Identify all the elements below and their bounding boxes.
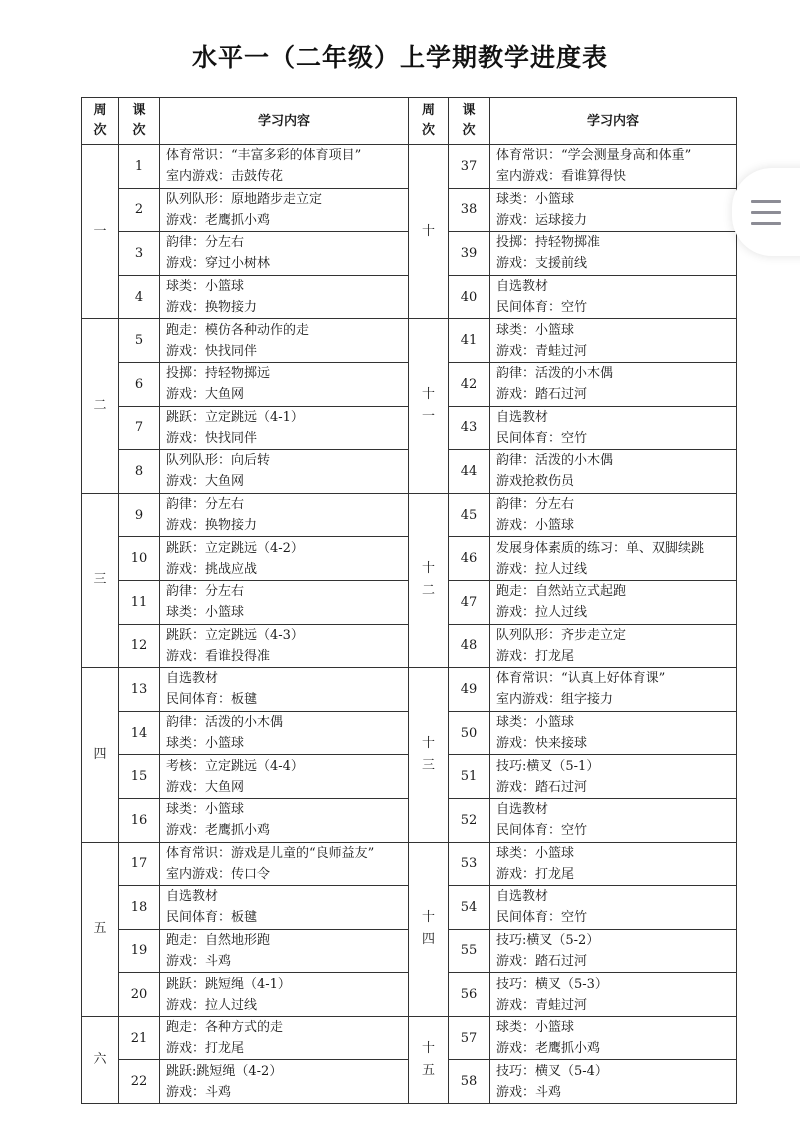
lesson-number-right: 38	[449, 188, 490, 232]
lesson-content-line: 跳跃：立定跳远（4-3）	[166, 627, 304, 643]
lesson-content-line: 韵律：分左右	[496, 497, 575, 513]
lesson-content-line: 游戏：老鹰抓小鸡	[166, 212, 271, 228]
lesson-content-line: 游戏：大鱼网	[166, 474, 245, 490]
week-cell-right	[409, 319, 449, 493]
week-cell-left	[82, 842, 119, 1016]
lesson-number-left: 22	[119, 1060, 160, 1104]
week-label: 十三	[421, 735, 435, 773]
lesson-content-line: 球类：小篮球	[496, 1020, 575, 1036]
lesson-number-left: 5	[119, 319, 160, 363]
lesson-number-right: 37	[449, 145, 490, 189]
header-row	[82, 98, 737, 145]
hamburger-menu-icon	[751, 196, 789, 229]
week-cell-right	[409, 493, 449, 667]
lesson-content-line: 游戏：斗鸡	[166, 953, 232, 969]
lesson-content-line: 跳跃：立定跳远（4-2）	[166, 540, 304, 556]
lesson-content-right	[490, 1016, 737, 1060]
lesson-number-left: 6	[119, 362, 160, 406]
week-cell-right	[409, 668, 449, 842]
lesson-number-left: 1	[119, 145, 160, 189]
week-label: 十二	[421, 561, 435, 599]
lesson-number-left: 8	[119, 450, 160, 494]
lesson-content-line: 体育常识：“认真上好体育课”	[496, 671, 666, 687]
lesson-content-line: 跑走：自然地形跑	[166, 932, 271, 948]
lesson-content-line: 考核：立定跳远（4-4）	[166, 758, 304, 774]
lesson-number-right: 41	[449, 319, 490, 363]
lesson-content-right	[490, 537, 737, 581]
lesson-content-line: 球类：小篮球	[496, 845, 575, 861]
lesson-content-line: 技巧:横叉（5-2）	[496, 932, 600, 948]
header-week-left: 周次	[82, 98, 119, 145]
lesson-content-line: 民间体育：板毽	[166, 910, 258, 926]
lesson-content-line: 民间体育：板毽	[166, 692, 258, 708]
lesson-number-right: 39	[449, 232, 490, 276]
lesson-number-right: 58	[449, 1060, 490, 1104]
lesson-content-right	[490, 842, 737, 886]
lesson-content-right	[490, 319, 737, 363]
lesson-content-line: 球类：小篮球	[496, 191, 575, 207]
lesson-content-line: 民间体育：空竹	[496, 300, 588, 316]
lesson-content-line: 自选教材	[496, 409, 549, 425]
lesson-content-right	[490, 580, 737, 624]
lesson-content-right	[490, 406, 737, 450]
lesson-content-left	[160, 362, 409, 406]
table-row	[82, 842, 737, 886]
lesson-content-line: 自选教材	[496, 279, 549, 295]
lesson-content-line: 球类：小篮球	[166, 605, 245, 621]
lesson-content-line: 游戏：老鹰抓小鸡	[496, 1041, 601, 1057]
lesson-content-line: 游戏：踏石过河	[496, 779, 588, 795]
lesson-number-left: 3	[119, 232, 160, 276]
week-cell-right	[409, 842, 449, 1016]
table-row	[82, 493, 737, 537]
lesson-number-left: 12	[119, 624, 160, 668]
lesson-content-line: 技巧：横叉（5-4）	[496, 1063, 608, 1079]
lesson-content-line: 游戏：大鱼网	[166, 387, 245, 403]
lesson-content-line: 游戏：挑战应战	[166, 561, 258, 577]
lesson-number-right: 43	[449, 406, 490, 450]
header-content-left: 学习内容	[160, 98, 409, 145]
schedule-table	[81, 97, 737, 1104]
lesson-content-line: 跳跃：立定跳远（4-1）	[166, 409, 304, 425]
lesson-content-line: 队列队形：齐步走立定	[496, 627, 627, 643]
lesson-content-line: 球类：小篮球	[496, 322, 575, 338]
lesson-content-right	[490, 624, 737, 668]
lesson-number-left: 17	[119, 842, 160, 886]
lesson-content-right	[490, 668, 737, 712]
lesson-content-left	[160, 842, 409, 886]
lesson-content-line: 跑走：模仿各种动作的走	[166, 322, 310, 338]
lesson-number-left: 21	[119, 1016, 160, 1060]
lesson-content-line: 韵律：分左右	[166, 235, 245, 251]
lesson-content-line: 民间体育：空竹	[496, 430, 588, 446]
lesson-content-line: 游戏：快来接球	[496, 736, 588, 752]
lesson-content-line: 室内游戏：看谁算得快	[496, 169, 627, 185]
lesson-content-line: 游戏：踏石过河	[496, 953, 588, 969]
lesson-content-left	[160, 406, 409, 450]
lesson-content-left	[160, 188, 409, 232]
lesson-content-line: 队列队形：原地踏步走立定	[166, 191, 323, 207]
lesson-number-right: 55	[449, 929, 490, 973]
lesson-number-right: 49	[449, 668, 490, 712]
lesson-content-line: 韵律：活泼的小木偶	[496, 366, 614, 382]
lesson-number-left: 18	[119, 886, 160, 930]
lesson-content-right	[490, 929, 737, 973]
week-label: 十四	[421, 910, 435, 948]
table-row	[82, 319, 737, 363]
week-label: 十五	[421, 1040, 435, 1078]
lesson-content-line: 游戏：支援前线	[496, 256, 588, 272]
lesson-content-line: 球类：小篮球	[166, 279, 245, 295]
lesson-content-line: 跑走：各种方式的走	[166, 1020, 284, 1036]
week-cell-left	[82, 319, 119, 493]
lesson-content-line: 室内游戏：组字接力	[496, 692, 614, 708]
lesson-content-line: 韵律：活泼的小木偶	[166, 715, 284, 731]
lesson-content-left	[160, 450, 409, 494]
lesson-content-line: 民间体育：空竹	[496, 823, 588, 839]
lesson-content-right	[490, 450, 737, 494]
lesson-content-line: 技巧：横叉（5-3）	[496, 976, 608, 992]
lesson-content-line: 游戏：快找同伴	[166, 343, 258, 359]
table-row	[82, 145, 737, 189]
lesson-content-left	[160, 886, 409, 930]
lesson-content-left	[160, 580, 409, 624]
lesson-number-left: 14	[119, 711, 160, 755]
lesson-content-left	[160, 1060, 409, 1104]
lesson-content-right	[490, 973, 737, 1017]
page-title: 水平一（二年级）上学期教学进度表	[191, 43, 608, 72]
lesson-content-right	[490, 275, 737, 319]
lesson-content-line: 技巧:横叉（5-1）	[496, 758, 600, 774]
lesson-number-right: 53	[449, 842, 490, 886]
lesson-content-line: 游戏：斗鸡	[166, 1084, 232, 1100]
lesson-number-left: 9	[119, 493, 160, 537]
lesson-content-line: 游戏：拉人过线	[166, 997, 258, 1013]
lesson-content-line: 游戏：快找同伴	[166, 430, 258, 446]
lesson-content-line: 游戏：老鹰抓小鸡	[166, 823, 271, 839]
lesson-number-left: 10	[119, 537, 160, 581]
week-cell-left	[82, 1016, 119, 1103]
lesson-content-left	[160, 275, 409, 319]
lesson-content-line: 发展身体素质的练习：单、双脚续跳	[496, 540, 705, 556]
lesson-number-right: 45	[449, 493, 490, 537]
table-row	[82, 668, 737, 712]
lesson-content-line: 自选教材	[496, 802, 549, 818]
lesson-content-line: 投掷：持轻物掷远	[166, 366, 271, 382]
side-menu-button[interactable]	[732, 168, 800, 256]
lesson-content-line: 韵律：分左右	[166, 497, 245, 513]
lesson-content-line: 游戏：小篮球	[496, 518, 575, 534]
lesson-content-line: 民间体育：空竹	[496, 910, 588, 926]
lesson-content-line: 游戏：打龙尾	[496, 866, 575, 882]
lesson-content-right	[490, 493, 737, 537]
week-label: 十	[421, 223, 435, 239]
lesson-content-line: 自选教材	[166, 889, 219, 905]
lesson-number-left: 16	[119, 798, 160, 842]
lesson-content-right	[490, 188, 737, 232]
lesson-number-left: 2	[119, 188, 160, 232]
week-cell-left	[82, 145, 119, 319]
header-lesson-left: 课次	[119, 98, 160, 145]
week-label: 二	[93, 398, 107, 414]
lesson-content-line: 跑走：自然站立式起跑	[496, 584, 627, 600]
lesson-content-right	[490, 1060, 737, 1104]
lesson-content-line: 游戏：运球接力	[496, 212, 588, 228]
week-cell-left	[82, 493, 119, 667]
lesson-content-line: 游戏：踏石过河	[496, 387, 588, 403]
lesson-content-line: 体育常识：“学会测量身高和体重”	[496, 148, 692, 164]
lesson-number-right: 42	[449, 362, 490, 406]
lesson-number-left: 20	[119, 973, 160, 1017]
lesson-content-line: 体育常识：游戏是儿童的“良师益友”	[166, 845, 375, 861]
lesson-number-left: 15	[119, 755, 160, 799]
lesson-number-right: 46	[449, 537, 490, 581]
week-cell-right	[409, 1016, 449, 1103]
lesson-number-right: 57	[449, 1016, 490, 1060]
lesson-content-left	[160, 624, 409, 668]
header-lesson-right: 课次	[449, 98, 490, 145]
lesson-content-left	[160, 537, 409, 581]
lesson-content-line: 游戏：斗鸡	[496, 1084, 562, 1100]
lesson-content-line: 室内游戏：击鼓传花	[166, 169, 284, 185]
lesson-content-right	[490, 362, 737, 406]
lesson-content-left	[160, 319, 409, 363]
lesson-content-line: 室内游戏：传口令	[166, 866, 271, 882]
lesson-number-right: 51	[449, 755, 490, 799]
lesson-content-line: 韵律：分左右	[166, 584, 245, 600]
lesson-content-line: 球类：小篮球	[496, 715, 575, 731]
lesson-content-line: 自选教材	[496, 889, 549, 905]
lesson-content-line: 自选教材	[166, 671, 219, 687]
lesson-content-left	[160, 493, 409, 537]
lesson-content-left	[160, 929, 409, 973]
lesson-content-line: 投掷：持轻物掷准	[496, 235, 601, 251]
lesson-number-left: 4	[119, 275, 160, 319]
lesson-number-right: 47	[449, 580, 490, 624]
lesson-content-line: 游戏：青蛙过河	[496, 343, 588, 359]
header-content-right: 学习内容	[490, 98, 737, 145]
lesson-content-line: 跳跃:跳短绳（4-2）	[166, 1063, 283, 1079]
lesson-content-right	[490, 232, 737, 276]
lesson-content-left	[160, 1016, 409, 1060]
week-cell-left	[82, 668, 119, 842]
week-label: 六	[93, 1051, 107, 1067]
table-row	[82, 1016, 737, 1060]
lesson-content-line: 队列队形：向后转	[166, 453, 271, 469]
lesson-content-line: 体育常识：“丰富多彩的体育项目”	[166, 148, 362, 164]
lesson-content-right	[490, 886, 737, 930]
lesson-content-line: 游戏：青蛙过河	[496, 997, 588, 1013]
lesson-number-right: 50	[449, 711, 490, 755]
lesson-content-left	[160, 755, 409, 799]
lesson-number-right: 40	[449, 275, 490, 319]
lesson-content-right	[490, 798, 737, 842]
lesson-number-right: 48	[449, 624, 490, 668]
lesson-content-right	[490, 145, 737, 189]
lesson-number-left: 7	[119, 406, 160, 450]
header-week-right: 周次	[409, 98, 449, 145]
lesson-number-right: 52	[449, 798, 490, 842]
lesson-content-line: 游戏：换物接力	[166, 518, 258, 534]
lesson-number-right: 56	[449, 973, 490, 1017]
week-label: 四	[93, 746, 107, 762]
lesson-content-line: 游戏：穿过小树林	[166, 256, 271, 272]
week-cell-right	[409, 145, 449, 319]
lesson-number-left: 19	[119, 929, 160, 973]
lesson-content-left	[160, 798, 409, 842]
lesson-content-line: 游戏：拉人过线	[496, 561, 588, 577]
lesson-content-left	[160, 711, 409, 755]
week-label: 三	[93, 572, 107, 588]
lesson-content-line: 游戏：打龙尾	[166, 1041, 245, 1057]
lesson-content-line: 游戏：大鱼网	[166, 779, 245, 795]
lesson-number-left: 13	[119, 668, 160, 712]
lesson-content-line: 球类：小篮球	[166, 802, 245, 818]
week-label: 一	[93, 223, 107, 239]
week-label: 十一	[421, 387, 435, 425]
lesson-content-line: 游戏：拉人过线	[496, 605, 588, 621]
lesson-content-line: 游戏抢救伤员	[496, 474, 575, 490]
lesson-content-line: 球类：小篮球	[166, 736, 245, 752]
lesson-content-line: 游戏：换物接力	[166, 300, 258, 316]
lesson-number-left: 11	[119, 580, 160, 624]
lesson-content-right	[490, 711, 737, 755]
lesson-content-right	[490, 755, 737, 799]
lesson-content-line: 跳跃：跳短绳（4-1）	[166, 976, 291, 992]
lesson-content-line: 游戏：看谁投得准	[166, 648, 271, 664]
lesson-content-left	[160, 973, 409, 1017]
lesson-content-left	[160, 668, 409, 712]
lesson-content-line: 韵律：活泼的小木偶	[496, 453, 614, 469]
lesson-content-line: 游戏：打龙尾	[496, 648, 575, 664]
lesson-content-left	[160, 232, 409, 276]
lesson-content-left	[160, 145, 409, 189]
lesson-number-right: 44	[449, 450, 490, 494]
lesson-number-right: 54	[449, 886, 490, 930]
week-label: 五	[93, 921, 107, 937]
